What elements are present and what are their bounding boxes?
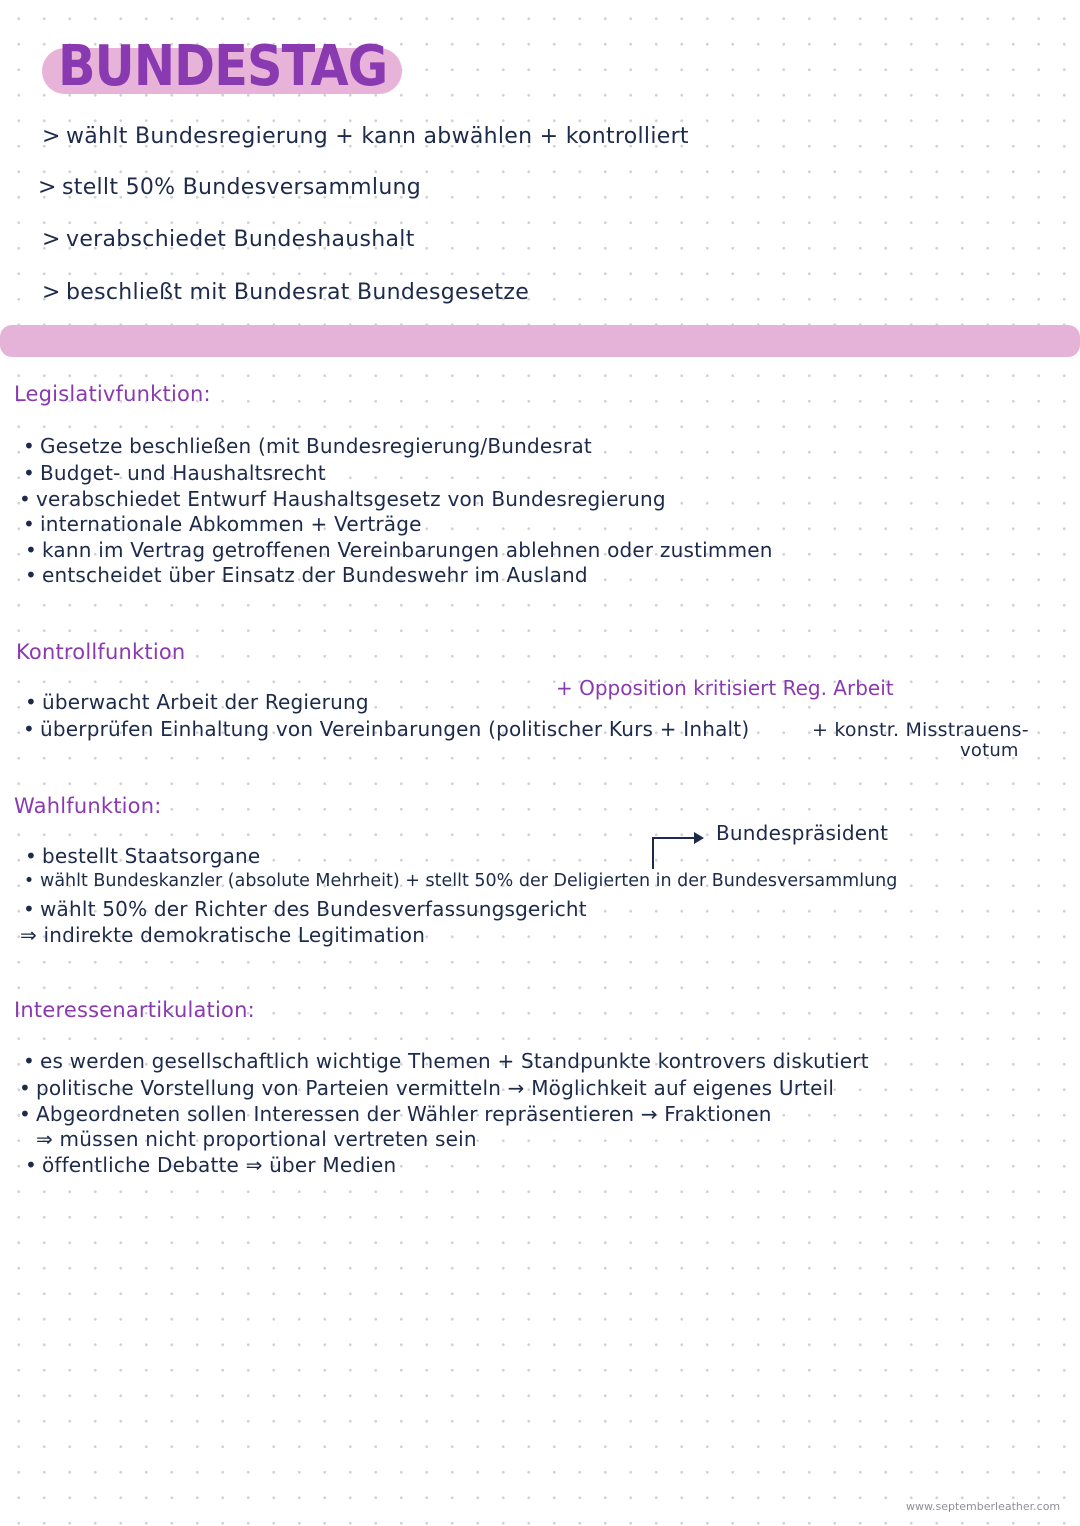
intro-point: > stellt 50% Bundesversammlung xyxy=(38,175,422,200)
heading-kontrollfunktion: Kontrollfunktion xyxy=(16,640,186,664)
watermark: www.septemberleather.com xyxy=(906,1500,1061,1513)
subnote: ⇒ müssen nicht proportional vertreten sein xyxy=(36,1127,477,1151)
page-title: BUNDESTAG xyxy=(58,34,388,99)
section-divider xyxy=(0,325,1080,357)
bullet-icon: • xyxy=(19,487,31,511)
bullet-icon: • xyxy=(23,461,35,485)
heading-wahlfunktion: Wahlfunktion: xyxy=(14,794,162,818)
bullet-icon: • xyxy=(25,1153,37,1177)
bullet-icon: • xyxy=(25,844,37,868)
bracket-connector xyxy=(652,837,700,869)
list-item: • Abgeordneten sollen Interessen der Wähler repräsentieren → Fraktionen xyxy=(14,1102,772,1126)
conclusion: ⇒ indirekte demokratische Legitimation xyxy=(20,923,426,947)
bullet-icon: • xyxy=(23,434,35,458)
bullet-icon: • xyxy=(25,563,37,587)
bullet-icon: • xyxy=(25,538,37,562)
heading-legislativfunktion: Legislativfunktion: xyxy=(14,382,211,406)
arrow-right-icon xyxy=(694,832,704,844)
intro-point: > verabschiedet Bundeshaushalt xyxy=(42,227,415,252)
list-item: • politische Vorstellung von Parteien vermitteln → Möglichkeit auf eigenes Urteil xyxy=(14,1076,834,1100)
heading-interessenartikulation: Interessenartikulation: xyxy=(14,998,255,1022)
bullet-icon: • xyxy=(19,1076,31,1100)
bullet-icon: • xyxy=(25,690,37,714)
list-item: • Gesetze beschließen (mit Bundesregierung/Bundesrat xyxy=(18,434,592,458)
list-item: • öffentliche Debatte ⇒ über Medien xyxy=(20,1153,396,1177)
intro-point: > wählt Bundesregierung + kann abwählen + kontrolliert xyxy=(42,124,689,149)
bullet-icon: • xyxy=(23,717,35,741)
bullet-icon: • xyxy=(23,1049,35,1073)
intro-point: > beschließt mit Bundesrat Bundesgesetze xyxy=(42,280,530,305)
list-item: • entscheidet über Einsatz der Bundeswehr im Ausland xyxy=(20,563,588,587)
note-bundespraesident: Bundespräsident xyxy=(716,821,889,845)
chevron-right-icon: > xyxy=(38,175,57,200)
chevron-right-icon: > xyxy=(42,227,61,252)
list-item: • überprüfen Einhaltung von Vereinbarungen (politischer Kurs + Inhalt) xyxy=(18,717,749,741)
list-item: • Budget- und Haushaltsrecht xyxy=(18,461,326,485)
list-item: • es werden gesellschaftlich wichtige Themen + Standpunkte kontrovers diskutiert xyxy=(18,1049,869,1073)
list-item: • überwacht Arbeit der Regierung xyxy=(20,690,369,714)
list-item: • verabschiedet Entwurf Haushaltsgesetz von Bundesregierung xyxy=(14,487,666,511)
list-item: • wählt 50% der Richter des Bundesverfassungsgericht xyxy=(18,897,587,921)
list-item: • kann im Vertrag getroffenen Vereinbarungen ablehnen oder zustimmen xyxy=(20,538,773,562)
note-opposition: + Opposition kritisiert Reg. Arbeit xyxy=(556,676,894,700)
list-item: • internationale Abkommen + Verträge xyxy=(18,512,422,536)
chevron-right-icon: > xyxy=(42,124,61,149)
bullet-icon: • xyxy=(23,512,35,536)
note-misstrauensvotum: + konstr. Misstrauens- xyxy=(812,719,1029,741)
bullet-icon: • xyxy=(23,897,35,921)
bullet-icon: • xyxy=(19,1102,31,1126)
list-item: • bestellt Staatsorgane xyxy=(20,844,260,868)
bullet-icon: • xyxy=(23,871,35,891)
chevron-right-icon: > xyxy=(42,280,61,305)
list-item: • wählt Bundeskanzler (absolute Mehrheit) + stellt 50% der Deligierten in der Bundesversammlung xyxy=(18,871,897,891)
note-misstrauensvotum-cont: votum xyxy=(960,740,1019,761)
